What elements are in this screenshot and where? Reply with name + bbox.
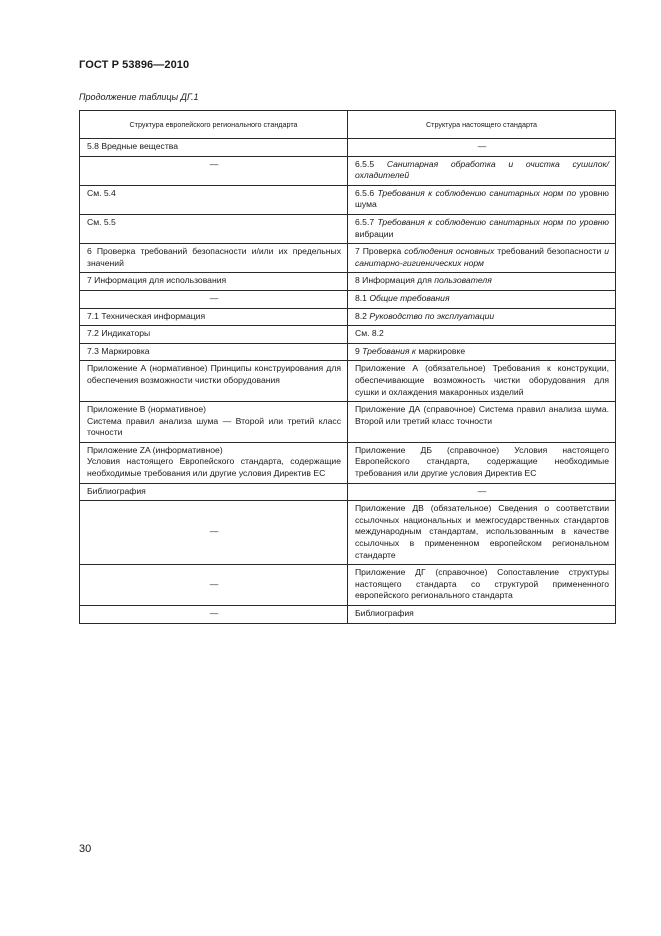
cell-european: Библиография: [80, 483, 348, 501]
cell-text-italic: Требования к: [362, 345, 416, 356]
cell-text: 6.5.7: [355, 216, 378, 227]
cell-national: Приложение ДА (справочное) Система правил анализа шума. Второй или третий класс точности: [348, 402, 616, 443]
cell-national: [348, 244, 616, 273]
cell-european: 7 Информация для использования: [80, 273, 348, 291]
cell-text: требований безопасности: [494, 246, 605, 257]
cell-text: Приложение ZA (информативное): [87, 444, 223, 455]
table-row: [80, 273, 616, 291]
table-row: [80, 326, 616, 344]
cell-european: 7.2 Индикаторы: [80, 326, 348, 344]
cell-text-italic: Требования к соблюдению санитарных норм по: [377, 187, 577, 198]
table-caption: Продолжение таблицы ДГ.1: [79, 92, 199, 102]
cell-european: 5.8 Вредные вещества: [80, 139, 348, 157]
cell-text: 6.5.6: [355, 187, 378, 198]
cell-european: 7.3 Маркировка: [80, 343, 348, 361]
cell-text-italic: Руководство по эксплуатации: [369, 310, 495, 321]
table-row: [80, 565, 616, 606]
table-row: [80, 402, 616, 443]
cell-text: 6.5.5: [355, 158, 387, 169]
cell-european: —: [80, 290, 348, 308]
table-row: [80, 308, 616, 326]
cell-national: Библиография: [348, 606, 616, 624]
table-row: [80, 442, 616, 483]
cell-text: Система правил анализа шума — Второй или третий класс точности: [87, 415, 341, 438]
cell-text-italic: пользователя: [434, 275, 492, 286]
cell-text-italic: Общие требования: [369, 292, 450, 303]
cell-text: 9: [355, 345, 363, 356]
correspondence-table: [79, 110, 616, 624]
cell-text: вибрации: [355, 228, 394, 239]
cell-national: [348, 156, 616, 185]
cell-national: Приложение А (обязательное) Требования к конструкции, обеспечивающие возможность чистки оборудования для сушки и охлаждения макаронных изделий: [348, 361, 616, 402]
cell-national: [348, 273, 616, 291]
cell-european: Приложение А (нормативное) Принципы конструирования для обеспечения возможности чистки оборудования: [80, 361, 348, 402]
cell-european: [80, 442, 348, 483]
cell-national: См. 8.2: [348, 326, 616, 344]
cell-text-italic: и санитарно-гигиенических норм: [355, 246, 610, 268]
cell-text: уровню шума: [355, 187, 610, 210]
cell-national: [348, 290, 616, 308]
table-row: [80, 501, 616, 565]
table-row: [80, 139, 616, 157]
cell-national: Приложение ДГ (справочное) Сопоставление структуры настоящего стандарта со структурой примененного европейского регионального стандарта: [348, 565, 616, 606]
cell-european: —: [80, 501, 348, 565]
table-row: [80, 343, 616, 361]
document-title: ГОСТ Р 53896—2010: [79, 59, 190, 71]
cell-european: См. 5.5: [80, 214, 348, 243]
table-row: [80, 483, 616, 501]
cell-european: —: [80, 606, 348, 624]
table-row: [80, 606, 616, 624]
page-number: 30: [79, 843, 92, 855]
cell-text: маркировке: [415, 345, 466, 356]
table-row: [80, 185, 616, 214]
table-row: [80, 244, 616, 273]
cell-national: —: [348, 483, 616, 501]
cell-european: 6 Проверка требований безопасности и/или их предельных значений: [80, 244, 348, 273]
column-header-european: Структура европейского регионального стандарта: [80, 111, 348, 139]
column-header-national: Структура настоящего стандарта: [348, 111, 616, 139]
cell-european: —: [80, 156, 348, 185]
cell-european: —: [80, 565, 348, 606]
cell-national: [348, 214, 616, 243]
cell-text: 8 Информация для: [355, 275, 435, 286]
table-row: [80, 214, 616, 243]
cell-european: 7.1 Техническая информация: [80, 308, 348, 326]
cell-national: [348, 343, 616, 361]
cell-national: Приложение ДВ (обязательное) Сведения о соответствии ссылочных национальных и межгосударственных стандартов международным стандартам, использованным в качестве ссылочных в примененном европейском региональном стандарте: [348, 501, 616, 565]
cell-national: —: [348, 139, 616, 157]
cell-text: 7 Проверка: [355, 246, 405, 257]
table-row: [80, 290, 616, 308]
cell-text-italic: соблюдения основных: [404, 246, 495, 257]
cell-european: [80, 402, 348, 443]
cell-text: 8.1: [355, 292, 370, 303]
cell-text: 8.2: [355, 310, 370, 321]
cell-text-italic: Санитарная обработка и очистка сушилок/охладителей: [355, 158, 609, 181]
cell-text: Приложение В (нормативное): [87, 404, 207, 415]
cell-national: Приложение ДБ (справочное) Условия настоящего Европейского стандарта, содержащие необходимые требования или другие условия Директив ЕС: [348, 442, 616, 483]
table-row: [80, 156, 616, 185]
cell-national: [348, 308, 616, 326]
cell-text-italic: Требования к соблюдению санитарных норм по уровню: [377, 216, 609, 227]
cell-national: [348, 185, 616, 214]
cell-european: См. 5.4: [80, 185, 348, 214]
cell-text: Условия настоящего Европейского стандарта, содержащие необходимые требования или другие условия Директив ЕС: [87, 456, 341, 479]
table-row: [80, 361, 616, 402]
table-header-row: [80, 111, 616, 139]
